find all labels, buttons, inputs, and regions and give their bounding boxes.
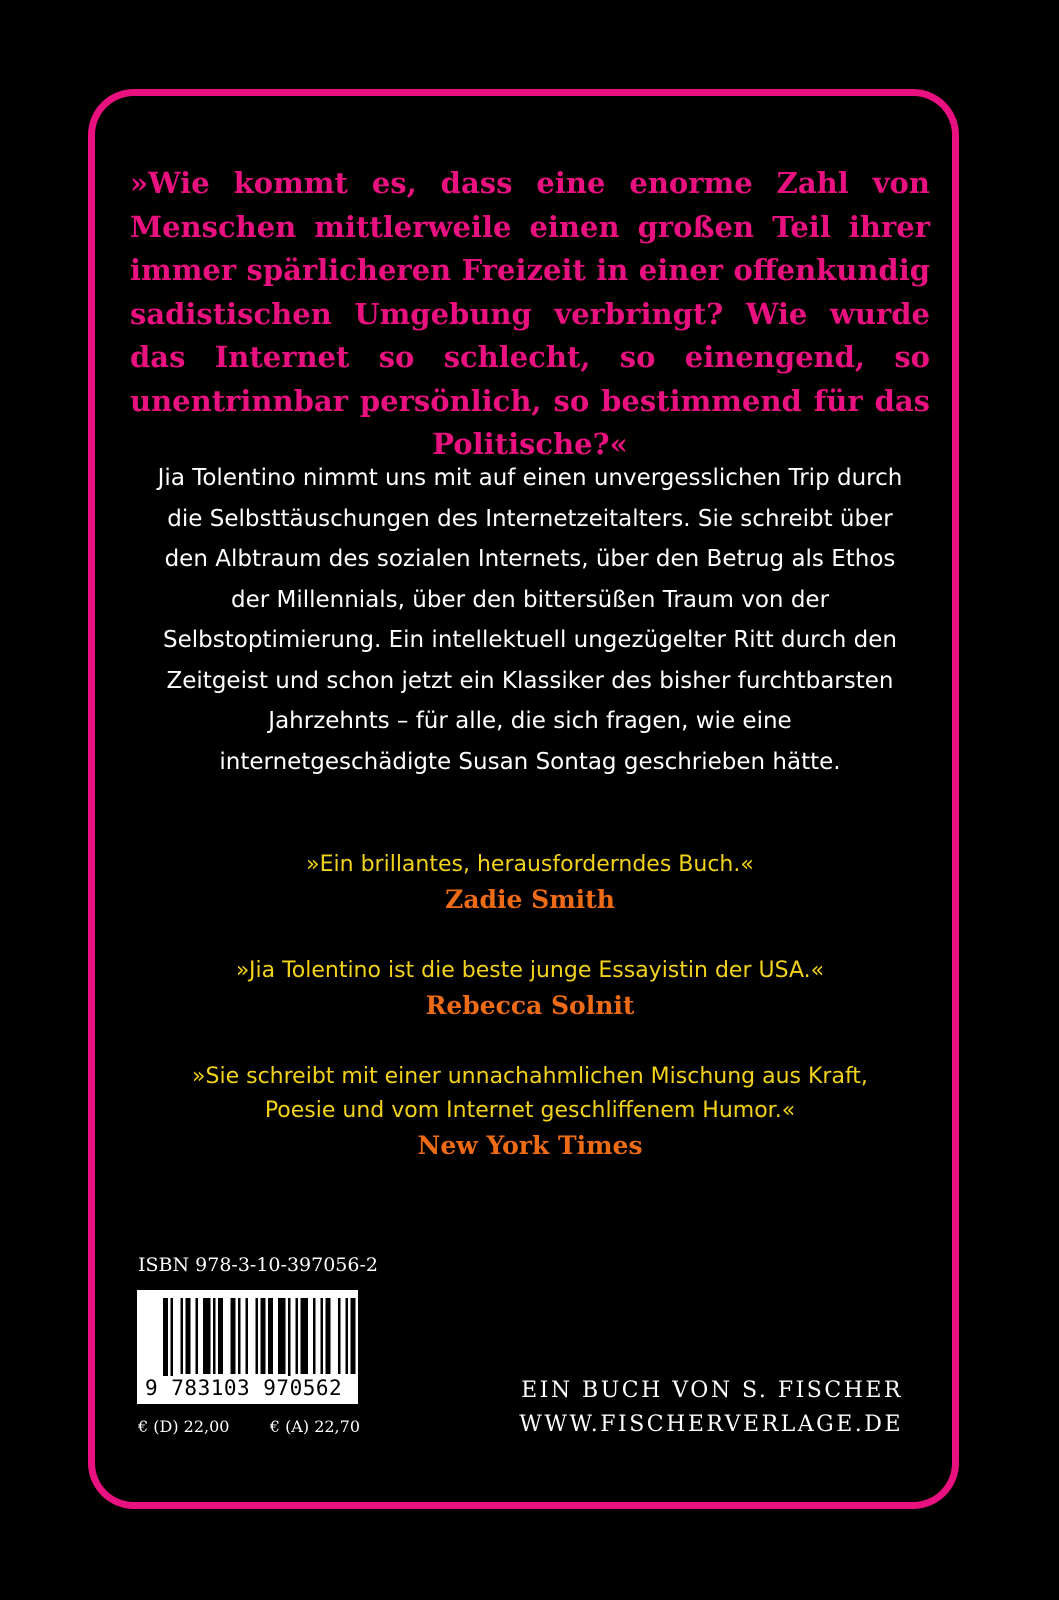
blurb-author: Rebecca Solnit	[425, 991, 635, 1020]
barcode-bar	[163, 1298, 168, 1376]
barcode-bar	[238, 1298, 241, 1374]
barcode-bar	[203, 1298, 211, 1374]
barcode-bars	[137, 1290, 358, 1376]
blurb-quote: »Ein brillantes, herausforderndes Buch.«	[306, 852, 754, 877]
book-description: Jia Tolentino nimmt uns mit auf einen unvergesslichen Trip durch die Selbsttäuschungen des Internetzeitalters. Sie schreibt über den Albtraum des sozialen Internets, über den Betrug als Ethos der Millennials, über den bittersüßen Traum von der Selbstoptimierung. Ein intellektuell ungezügelter Ritt durch den Zeitgeist und schon jetzt ein Klassiker des bisher furchtbarsten Jahrzehnts – für alle, die sich fragen, wie eine internetgeschädigte Susan Sontag geschrieben hätte.	[157, 465, 903, 775]
barcode-bar	[196, 1298, 199, 1374]
blurb-quote-line: »Sie schreibt mit einer unnachahmlichen Mischung aus Kraft,	[192, 1064, 868, 1089]
blurb-new-york-times	[130, 1060, 930, 1164]
barcode-bar	[301, 1298, 309, 1374]
blurb-quote-line: Poesie und vom Internet geschliffenem Humor.«	[264, 1098, 796, 1123]
barcode-bar	[231, 1298, 236, 1374]
publisher-name: EIN BUCH VON S. FISCHER	[521, 1378, 903, 1403]
barcode-bar	[181, 1298, 184, 1374]
isbn-number: ISBN 978-3-10-397056-2	[138, 1254, 378, 1276]
barcode-bar	[351, 1298, 356, 1374]
barcode-bar	[278, 1298, 286, 1374]
barcode-digits: 9 783103 970562	[145, 1376, 343, 1400]
price-line	[138, 1417, 360, 1436]
price-austria: € (A) 22,70	[269, 1417, 360, 1436]
blurb-zadie-smith	[130, 848, 930, 918]
blurb-author: Zadie Smith	[445, 885, 615, 914]
barcode-bar	[256, 1298, 259, 1374]
barcode-bar	[296, 1298, 299, 1374]
barcode-bar	[186, 1298, 191, 1374]
barcode-bar	[218, 1298, 223, 1374]
blurb-quote: »Jia Tolentino ist die beste junge Essayistin der USA.«	[235, 958, 825, 983]
blurb-rebecca-solnit	[130, 954, 930, 1024]
barcode-bar	[261, 1298, 266, 1374]
barcode-bar	[268, 1298, 273, 1374]
barcode-bar	[213, 1298, 216, 1374]
lead-quote: »Wie kommt es, dass eine enorme Zahl von Menschen mittlerweile einen großen Teil ihrer immer spärlicheren Freizeit in einer offenkundig sadistischen Umgebung verbringt? Wie wurde das Internet so schlecht, so einengend, so unentrinnbar persönlich, so bestimmend für das Politische?«	[130, 166, 930, 461]
publisher-website: WWW.FISCHERVERLAGE.DE	[519, 1412, 903, 1437]
barcode-bar	[246, 1298, 249, 1374]
price-germany: € (D) 22,00	[138, 1417, 230, 1436]
barcode-bar	[321, 1298, 324, 1374]
barcode	[137, 1290, 358, 1404]
barcode-bar	[346, 1298, 349, 1374]
blurb-author: New York Times	[417, 1131, 643, 1160]
barcode-bar	[326, 1298, 331, 1374]
publisher-block	[519, 1374, 903, 1442]
barcode-bar	[313, 1298, 316, 1374]
barcode-bar	[288, 1298, 291, 1376]
barcode-bar	[171, 1298, 174, 1376]
barcode-bar	[338, 1298, 341, 1374]
